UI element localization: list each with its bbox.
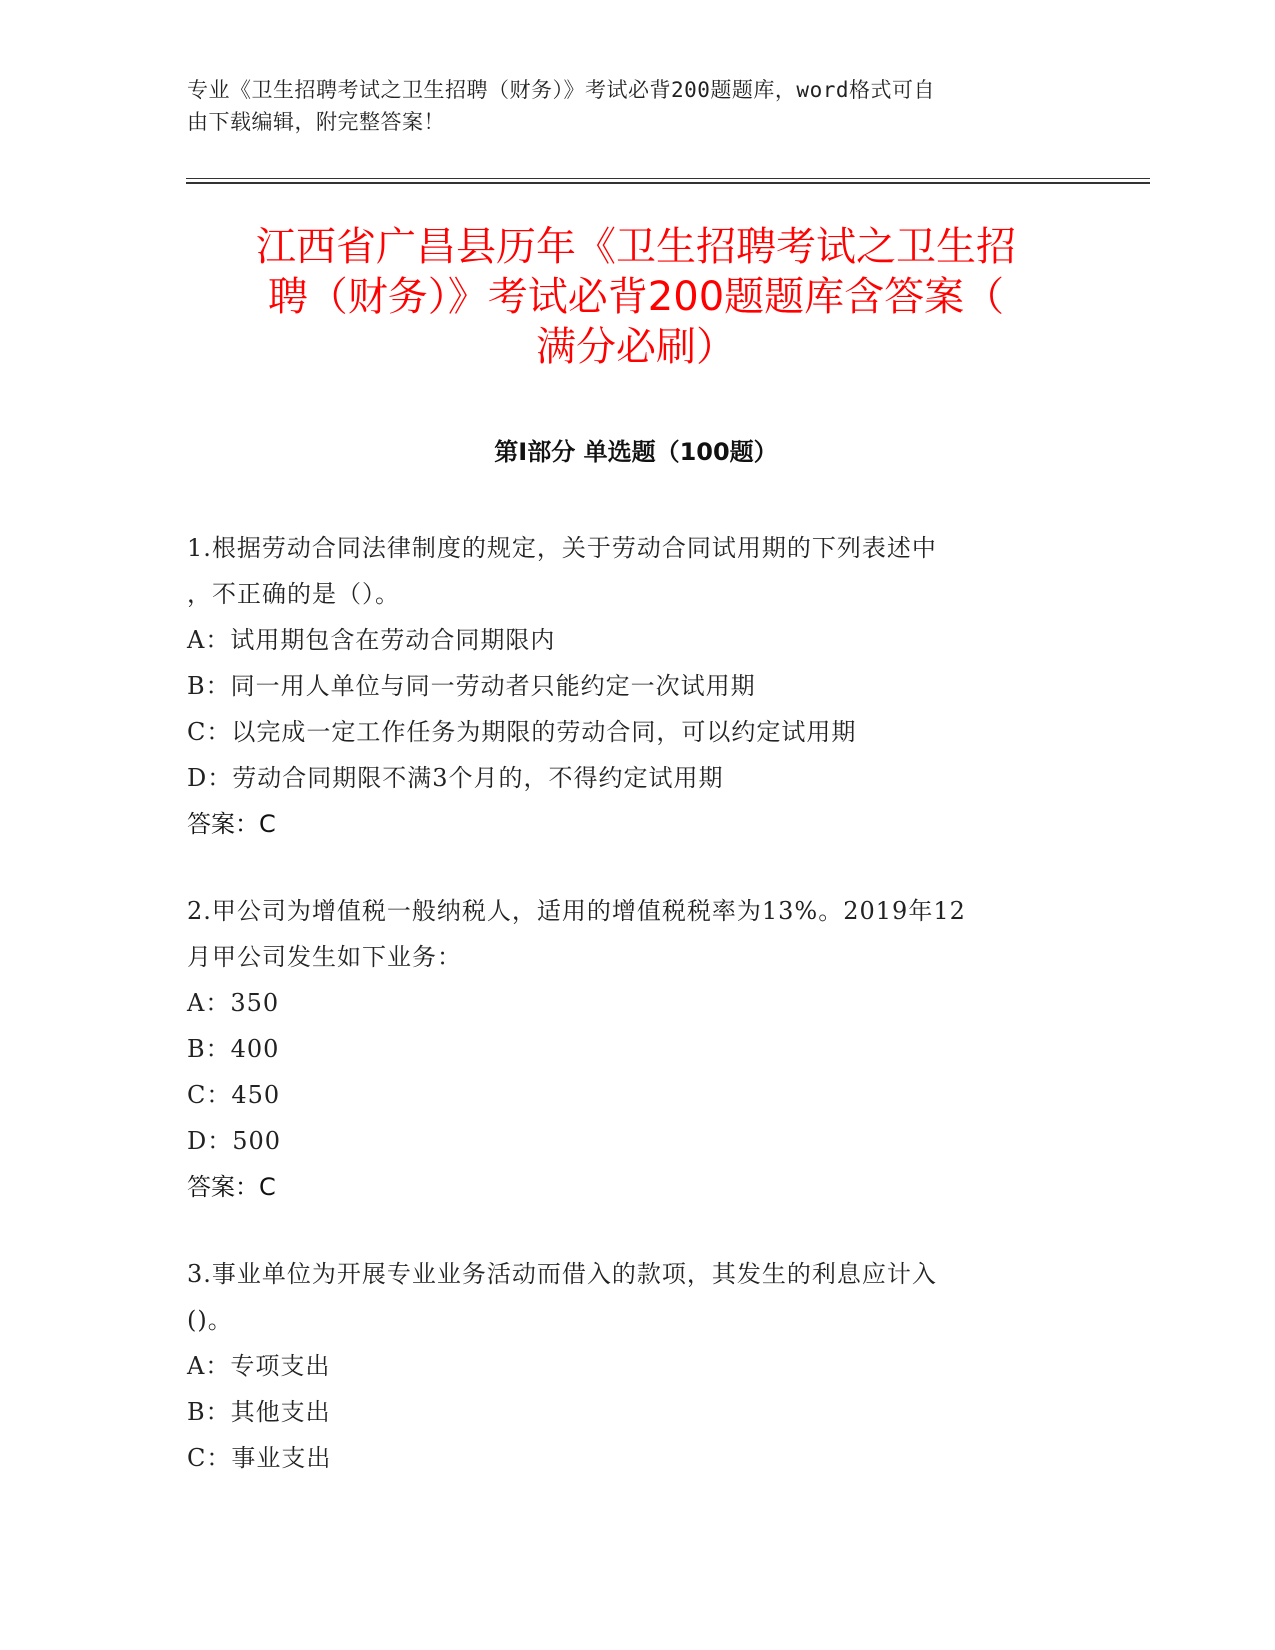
answer: 答案：C	[187, 810, 276, 838]
header-note-line: 由下载编辑，附完整答案！	[187, 110, 445, 134]
document-title	[186, 222, 1086, 372]
question-stem: 2.甲公司为增值税一般纳税人，适用的增值税税率为13%。2019年12	[187, 897, 966, 925]
section-title: 第I部分 单选题（100题）	[494, 438, 778, 466]
option-d: D：500	[187, 1127, 282, 1155]
question-stem: ，不正确的是（）。	[187, 580, 400, 608]
question-1	[187, 525, 1087, 847]
option-b: B：其他支出	[187, 1398, 331, 1426]
title-line: 满分必刷）	[536, 324, 736, 370]
question-stem: ()。	[187, 1306, 233, 1334]
option-c: C：以完成一定工作任务为期限的劳动合同，可以约定试用期	[187, 718, 857, 746]
question-2	[187, 888, 1087, 1210]
question-stem: 月甲公司发生如下业务：	[187, 943, 462, 971]
answer: 答案：C	[187, 1173, 276, 1201]
option-c: C：事业支出	[187, 1444, 332, 1472]
option-d: D：劳动合同期限不满3个月的，不得约定试用期	[187, 764, 724, 792]
header-divider-thick	[186, 182, 1150, 184]
title-line: 聘（财务）》考试必背200题题库含答案（	[267, 274, 1005, 320]
option-a: A：试用期包含在劳动合同期限内	[187, 626, 556, 654]
header-note-line: 专业《卫生招聘考试之卫生招聘（财务）》考试必背200题题库，word格式可自	[187, 78, 935, 102]
option-c: C：450	[187, 1081, 281, 1109]
option-a: A：350	[187, 989, 280, 1017]
question-stem: 3.事业单位为开展专业业务活动而借入的款项，其发生的利息应计入	[187, 1260, 937, 1288]
question-stem: 1.根据劳动合同法律制度的规定，关于劳动合同试用期的下列表述中	[187, 534, 937, 562]
title-line: 江西省广昌县历年《卫生招聘考试之卫生招	[256, 224, 1016, 270]
option-b: B：同一用人单位与同一劳动者只能约定一次试用期	[187, 672, 756, 700]
option-a: A：专项支出	[187, 1352, 331, 1380]
option-b: B：400	[187, 1035, 280, 1063]
header-note	[187, 74, 1067, 138]
header-divider-thin	[186, 178, 1150, 179]
question-3	[187, 1251, 1087, 1481]
